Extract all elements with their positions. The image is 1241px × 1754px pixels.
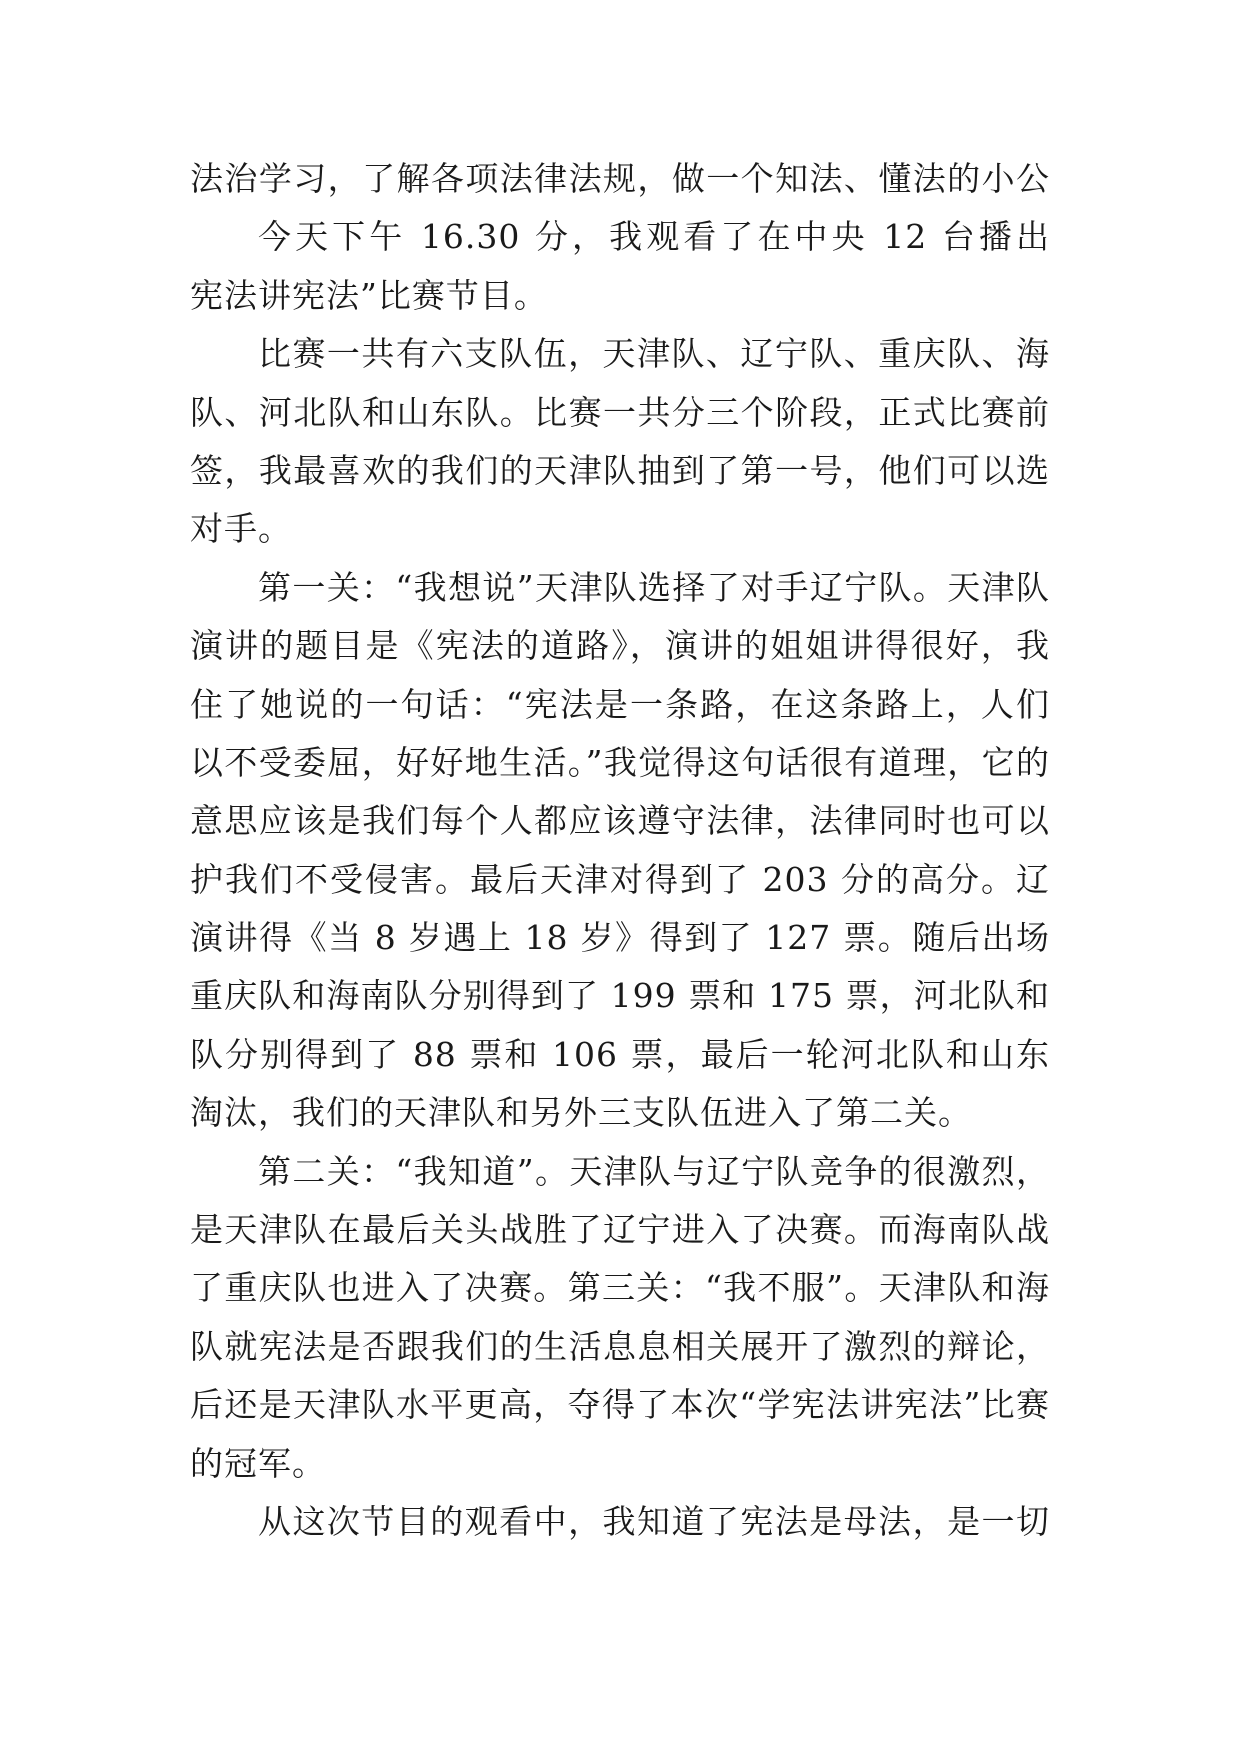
text-line: 淘汰，我们的天津队和另外三支队伍进入了第二关。 — [190, 1093, 972, 1133]
text-line: 第二关：“我知道”。天津队与辽宁队竞争的很激烈， — [258, 1151, 1050, 1191]
body-text — [190, 150, 1050, 1551]
text-line: 护我们不受侵害。最后天津对得到了 203 分的高分。辽 — [190, 859, 1050, 899]
text-line: 意思应该是我们每个人都应该遵守法律，法律同时也可以 — [190, 801, 1050, 841]
text-line: 以不受委屈，好好地生活。”我觉得这句话很有道理，它的 — [190, 742, 1050, 782]
text-line: 队、河北队和山东队。比赛一共分三个阶段，正式比赛前 — [190, 392, 1050, 432]
text-line: 的冠军。 — [190, 1443, 326, 1483]
text-line: 对手。 — [190, 509, 292, 549]
text-line: 签，我最喜欢的我们的天津队抽到了第一号，他们可以选 — [190, 450, 1050, 490]
text-line: 从这次节目的观看中，我知道了宪法是母法，是一切 — [258, 1501, 1050, 1541]
text-line: 重庆队和海南队分别得到了 199 票和 175 票，河北队和 — [190, 976, 1050, 1016]
text-line: 宪法讲宪法”比赛节目。 — [190, 275, 548, 315]
text-line: 后还是天津队水平更高，夺得了本次“学宪法讲宪法”比赛 — [190, 1385, 1050, 1425]
text-line: 演讲的题目是《宪法的道路》，演讲的姐姐讲得很好，我 — [190, 626, 1050, 666]
text-line: 队分别得到了 88 票和 106 票，最后一轮河北队和山东 — [190, 1034, 1050, 1074]
text-line: 演讲得《当 8 岁遇上 18 岁》得到了 127 票。随后出场 — [190, 918, 1050, 958]
text-line: 法治学习，了解各项法律法规，做一个知法、懂法的小公 — [190, 159, 1050, 198]
text-line: 住了她说的一句话：“宪法是一条路，在这条路上，人们 — [190, 684, 1050, 724]
text-line: 比赛一共有六支队伍，天津队、辽宁队、重庆队、海 — [258, 334, 1050, 374]
text-line: 队就宪法是否跟我们的生活息息相关展开了激烈的辩论， — [190, 1326, 1050, 1366]
text-line: 是天津队在最后关头战胜了辽宁进入了决赛。而海南队战 — [190, 1210, 1050, 1250]
text-line: 第一关：“我想说”天津队选择了对手辽宁队。天津队 — [258, 567, 1050, 607]
text-line: 今天下午 16.30 分，我观看了在中央 12 台播出 — [258, 217, 1050, 257]
text-line: 了重庆队也进入了决赛。第三关：“我不服”。天津队和海 — [190, 1268, 1050, 1308]
